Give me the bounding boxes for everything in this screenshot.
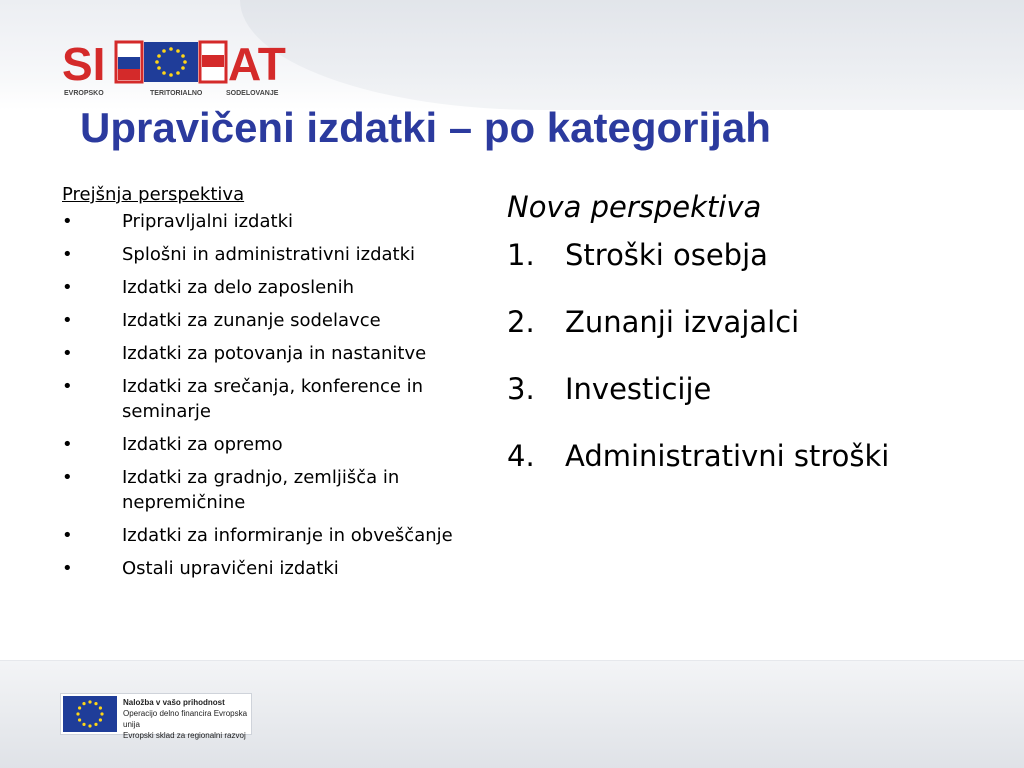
list-item bbox=[62, 374, 462, 424]
list-item-text: Izdatki za opremo bbox=[122, 434, 283, 455]
list-item bbox=[62, 523, 462, 548]
list-item-text: Izdatki za informiranje in obveščanje bbox=[122, 525, 453, 546]
list-item-text: Izdatki za potovanja in nastanitve bbox=[122, 343, 427, 364]
logo-austria-stripe bbox=[202, 55, 224, 67]
item-number: 2. bbox=[507, 305, 535, 339]
siat-logo bbox=[62, 38, 302, 100]
bullet-icon: • bbox=[62, 343, 73, 364]
list-item-text: Izdatki za delo zaposlenih bbox=[122, 277, 355, 298]
list-item bbox=[62, 242, 462, 267]
new-perspective-list bbox=[507, 236, 907, 475]
list-item-text: Izdatki za zunanje sodelavce bbox=[122, 310, 381, 331]
item-text: Administrativni stroški bbox=[565, 439, 890, 473]
bullet-icon: • bbox=[62, 525, 73, 546]
list-item bbox=[62, 275, 462, 300]
slide-title: Upravičeni izdatki – po kategorijah bbox=[80, 104, 771, 151]
list-item bbox=[62, 209, 462, 234]
list-item-text: Pripravljalni izdatki bbox=[122, 211, 293, 232]
bullet-icon: • bbox=[62, 376, 73, 397]
list-item bbox=[62, 308, 462, 333]
item-number: 4. bbox=[507, 439, 535, 473]
bullet-icon: • bbox=[62, 467, 73, 488]
list-item bbox=[62, 465, 462, 515]
item-number: 3. bbox=[507, 372, 535, 406]
eu-badge-text bbox=[123, 697, 249, 741]
list-item-text: Izdatki za srečanja, konference in seminarje bbox=[122, 376, 424, 422]
list-item-text: Izdatki za gradnjo, zemljišča in nepremičnine bbox=[122, 467, 400, 513]
new-perspective-column bbox=[507, 190, 907, 504]
bullet-icon: • bbox=[62, 310, 73, 331]
list-item bbox=[62, 556, 462, 581]
item-text: Investicije bbox=[565, 372, 712, 406]
item-text: Stroški osebja bbox=[565, 238, 768, 272]
numbered-item bbox=[507, 370, 907, 408]
eu-flag-icon bbox=[63, 696, 117, 732]
logo-subtitle-1: EVROPSKO bbox=[64, 90, 104, 97]
previous-perspective-heading: Prejšnja perspektiva bbox=[62, 184, 245, 205]
previous-perspective-list bbox=[62, 209, 462, 581]
numbered-item bbox=[507, 236, 907, 274]
new-perspective-heading: Nova perspektiva bbox=[507, 190, 762, 224]
bullet-icon: • bbox=[62, 434, 73, 455]
numbered-item bbox=[507, 303, 907, 341]
logo-wordmark-right: AT bbox=[228, 38, 286, 90]
bullet-icon: • bbox=[62, 277, 73, 298]
previous-perspective-column bbox=[62, 184, 462, 589]
list-item bbox=[62, 341, 462, 366]
item-text: Zunanji izvajalci bbox=[565, 305, 800, 339]
eu-badge-line-3: Evropski sklad za regionalni razvoj bbox=[123, 731, 246, 740]
logo-slovenia-blue bbox=[118, 57, 140, 69]
eu-funding-badge bbox=[60, 693, 252, 740]
logo-subtitle-2: TERITORIALNO bbox=[150, 90, 203, 97]
logo-subtitle-3: SODELOVANJE bbox=[226, 90, 279, 97]
bullet-icon: • bbox=[62, 558, 73, 579]
eu-badge-line-1: Naložba v vašo prihodnost bbox=[123, 698, 225, 707]
list-item-text: Ostali upravičeni izdatki bbox=[122, 558, 339, 579]
list-item bbox=[62, 432, 462, 457]
bullet-icon: • bbox=[62, 211, 73, 232]
list-item-text: Splošni in administrativni izdatki bbox=[122, 244, 416, 265]
bullet-icon: • bbox=[62, 244, 73, 265]
numbered-item bbox=[507, 437, 895, 475]
logo-slovenia-red bbox=[118, 69, 140, 80]
logo-wordmark-left: SI bbox=[62, 38, 106, 90]
eu-badge-line-2: Operacijo delno financira Evropska unija bbox=[123, 709, 248, 729]
item-number: 1. bbox=[507, 238, 535, 272]
